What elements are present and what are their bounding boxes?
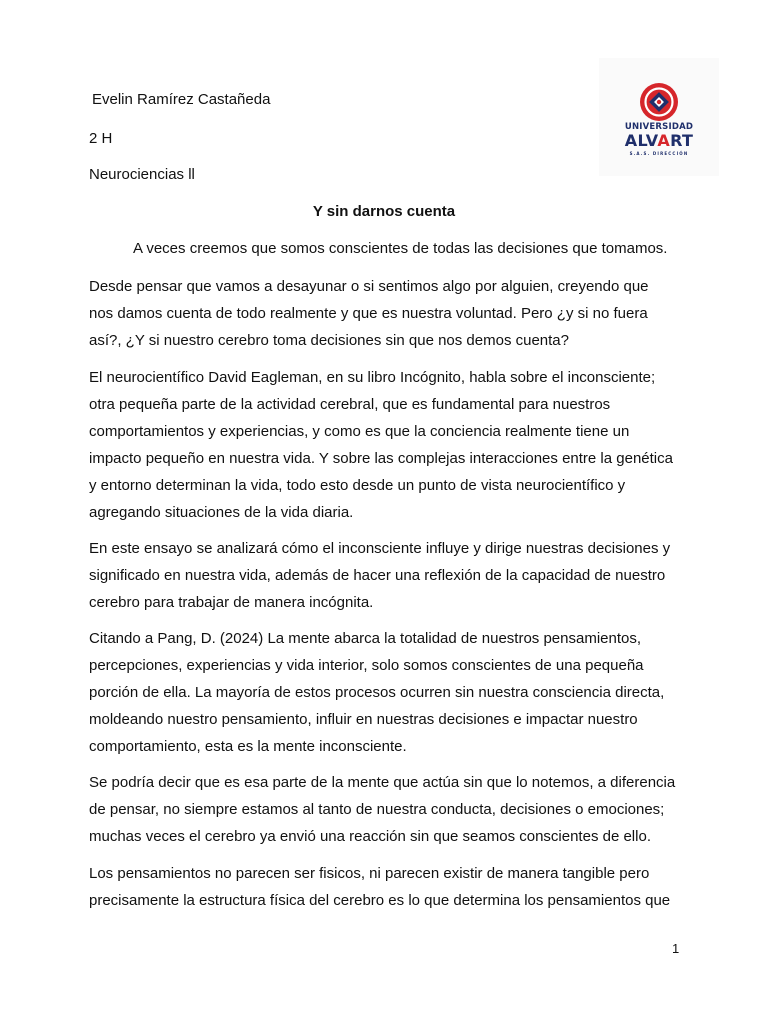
paragraph-line: impacto pequeño en nuestra vida. Y sobre las complejas interacciones entre la genética — [89, 450, 673, 467]
intro-line: A veces creemos que somos conscientes de todas las decisiones que tomamos. — [133, 240, 668, 257]
paragraph-line: comportamiento, esta es la mente inconsciente. — [89, 738, 407, 755]
body-paragraph — [89, 860, 689, 914]
paragraph-line: otra pequeña parte de la actividad cerebral, que es fundamental para nuestros — [89, 396, 611, 413]
document-title: Y sin darnos cuenta — [312, 203, 456, 220]
page-number: 1 — [672, 941, 680, 956]
body-paragraph — [89, 273, 689, 354]
paragraph-line: Desde pensar que vamos a desayunar o si sentimos algo por alguien, creyendo que — [89, 278, 649, 295]
university-logo — [599, 58, 719, 176]
paragraph-line: precisamente la estructura física del cerebro es lo que determina los pensamientos que — [89, 892, 671, 909]
paragraph-line: Los pensamientos no parecen ser fisicos, ni parecen existir de manera tangible pero — [89, 865, 650, 882]
course-name: Neurociencias ll — [89, 166, 195, 183]
paragraph-line: agregando situaciones de la vida diaria. — [89, 504, 354, 521]
paragraph-line: moldeando nuestro pensamiento, influir en nuestras decisiones e impactar nuestro — [89, 711, 638, 728]
paragraph-line: El neurocientífico David Eagleman, en su libro Incógnito, habla sobre el inconsciente; — [89, 369, 656, 386]
paragraph-line: muchas veces el cerebro ya envió una reacción sin que seamos conscientes de ello. — [89, 828, 651, 845]
logo-brand-text: ALVART — [624, 131, 694, 150]
paragraph-line: significado en nuestra vida, además de hacer una reflexión de la capacidad de nuestro — [89, 567, 666, 584]
paragraph-line: comportamientos y experiencias, y como es que la conciencia realmente tiene un — [89, 423, 630, 440]
author-name: Evelin Ramírez Castañeda — [92, 91, 271, 108]
paragraph-line: Se podría decir que es esa parte de la mente que actúa sin que lo notemos, a diferencia — [89, 774, 676, 791]
paragraph-line: porción de ella. La mayoría de estos procesos ocurren sin nuestra consciencia directa, — [89, 684, 665, 701]
paragraph-line: En este ensayo se analizará cómo el inconsciente influye y dirige nuestras decisiones y — [89, 540, 671, 557]
body-paragraph — [89, 769, 689, 850]
logo-tagline-text: S.A.S. DIRECCIÓN — [629, 151, 689, 156]
university-emblem-icon — [639, 82, 679, 122]
paragraph-line: de pensar, no siempre estamos al tanto de nuestra conducta, decisiones o emociones; — [89, 801, 665, 818]
body-paragraph — [89, 364, 689, 526]
body-paragraph — [89, 535, 689, 616]
paragraph-line: percepciones, experiencias y vida interior, solo somos conscientes de una pequeña — [89, 657, 644, 674]
paragraph-line: Citando a Pang, D. (2024) La mente abarca la totalidad de nuestros pensamientos, — [89, 630, 642, 647]
paragraph-line: así?, ¿Y si nuestro cerebro toma decisiones sin que nos demos cuenta? — [89, 332, 569, 349]
paragraph-line: nos damos cuenta de todo realmente y que es nuestra voluntad. Pero ¿y si no fuera — [89, 305, 648, 322]
logo-university-text: UNIVERSIDAD — [624, 122, 694, 132]
body-paragraph — [89, 625, 689, 760]
group-label: 2 H — [89, 130, 113, 147]
paragraph-line: y entorno determinan la vida, todo esto desde un punto de vista neurocientífico y — [89, 477, 626, 494]
paragraph-line: cerebro para trabajar de manera incógnita. — [89, 594, 374, 611]
